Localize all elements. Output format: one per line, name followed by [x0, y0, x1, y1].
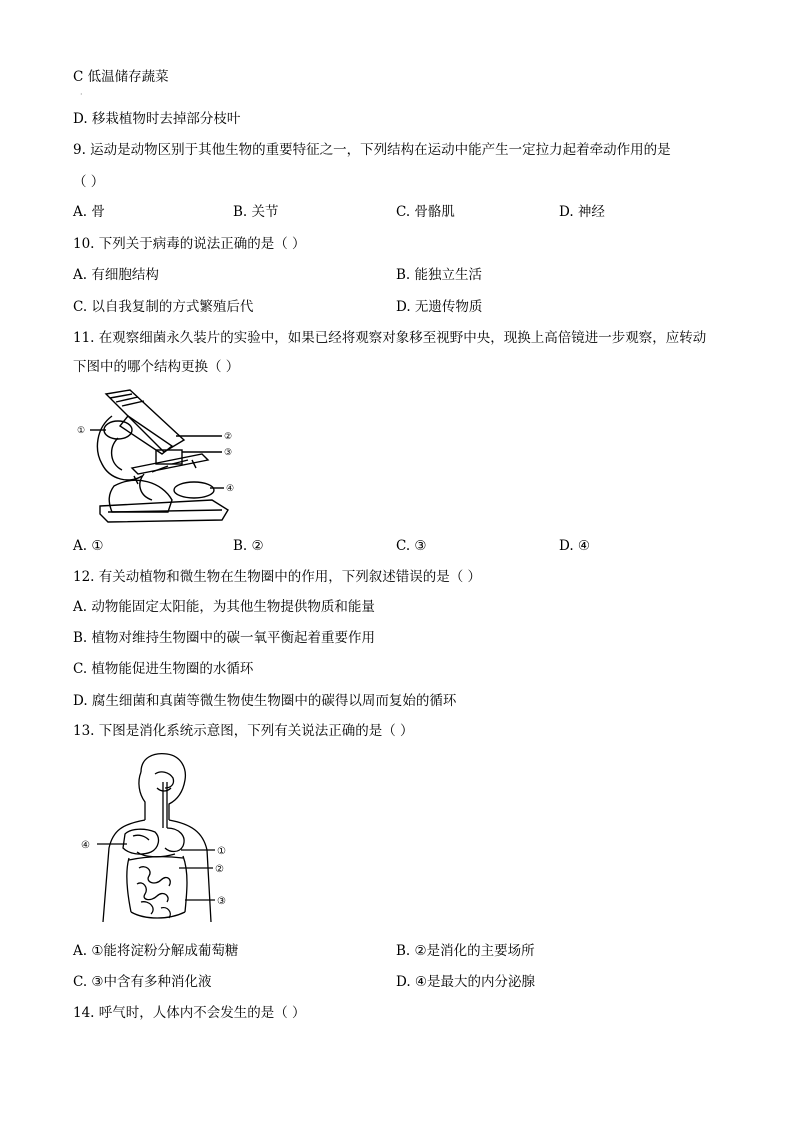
q12-option-d: D. 腐生细菌和真菌等微生物使生物圈中的碳得以周而复始的循环	[73, 693, 457, 709]
q12-stem: 12. 有关动植物和微生物在生物圈中的作用，下列叙述错误的是（ ）	[73, 569, 482, 585]
q9-option-b: B. 关节	[233, 204, 279, 220]
q11-option-d: D. ④	[559, 538, 591, 554]
q11-stem-line1: 11. 在观察细菌永久装片的实验中，如果已经将观察对象移至视野中央，现换上高倍镜进一步观察，应转动	[73, 330, 707, 346]
q9-option-c: C. 骨骼肌	[396, 204, 455, 220]
q14-stem: 14. 呼气时，人体内不会发生的是（ ）	[73, 1005, 306, 1021]
q11-option-a: A. ①	[73, 538, 104, 554]
digestive-system-figure	[75, 752, 245, 930]
digestive-label-2: ②	[215, 864, 224, 875]
q12-option-a: A. 动物能固定太阳能，为其他生物提供物质和能量	[73, 599, 375, 615]
q9-option-a: A. 骨	[73, 204, 105, 220]
q13-option-b: B. ②是消化的主要场所	[396, 943, 535, 959]
q13-option-d: D. ④是最大的内分泌腺	[396, 974, 536, 990]
microscope-label-2: ②	[224, 432, 233, 442]
q10-option-d: D. 无遗传物质	[396, 299, 483, 315]
digestive-label-1: ①	[217, 846, 226, 857]
q11-option-c: C. ③	[396, 538, 427, 554]
q10-option-c: C. 以自我复制的方式繁殖后代	[73, 299, 254, 315]
q10-option-a: A. 有细胞结构	[73, 267, 159, 283]
q11-option-b: B. ②	[233, 538, 264, 554]
stray-mark: ·	[80, 90, 83, 99]
microscope-label-3: ③	[224, 448, 233, 458]
q10-stem: 10. 下列关于病毒的说法正确的是（ ）	[73, 236, 306, 252]
q8-option-c: C 低温储存蔬菜	[73, 69, 169, 85]
q11-stem-line2: 下图中的哪个结构更换（ ）	[73, 359, 240, 375]
digestive-label-3: ③	[217, 896, 226, 907]
q13-option-a: A. ①能将淀粉分解成葡萄糖	[73, 943, 239, 959]
q12-option-c: C. 植物能促进生物圈的水循环	[73, 661, 254, 677]
q9-option-d: D. 神经	[559, 204, 605, 220]
microscope-label-1: ①	[77, 426, 86, 436]
q12-option-b: B. 植物对维持生物圈中的碳一氧平衡起着重要作用	[73, 630, 376, 646]
microscope-figure	[72, 388, 242, 528]
q13-option-c: C. ③中含有多种消化液	[73, 974, 212, 990]
q8-option-d: D. 移栽植物时去掉部分枝叶	[73, 111, 241, 127]
q10-option-b: B. 能独立生活	[396, 267, 483, 283]
digestive-label-4: ④	[81, 840, 90, 851]
q13-stem: 13. 下图是消化系统示意图，下列有关说法正确的是（ ）	[73, 723, 414, 739]
microscope-label-4: ④	[226, 484, 235, 494]
q9-paren: （ ）	[73, 174, 105, 190]
q9-stem: 9. 运动是动物区别于其他生物的重要特征之一，下列结构在运动中能产生一定拉力起着牵动作用的是	[73, 142, 671, 158]
